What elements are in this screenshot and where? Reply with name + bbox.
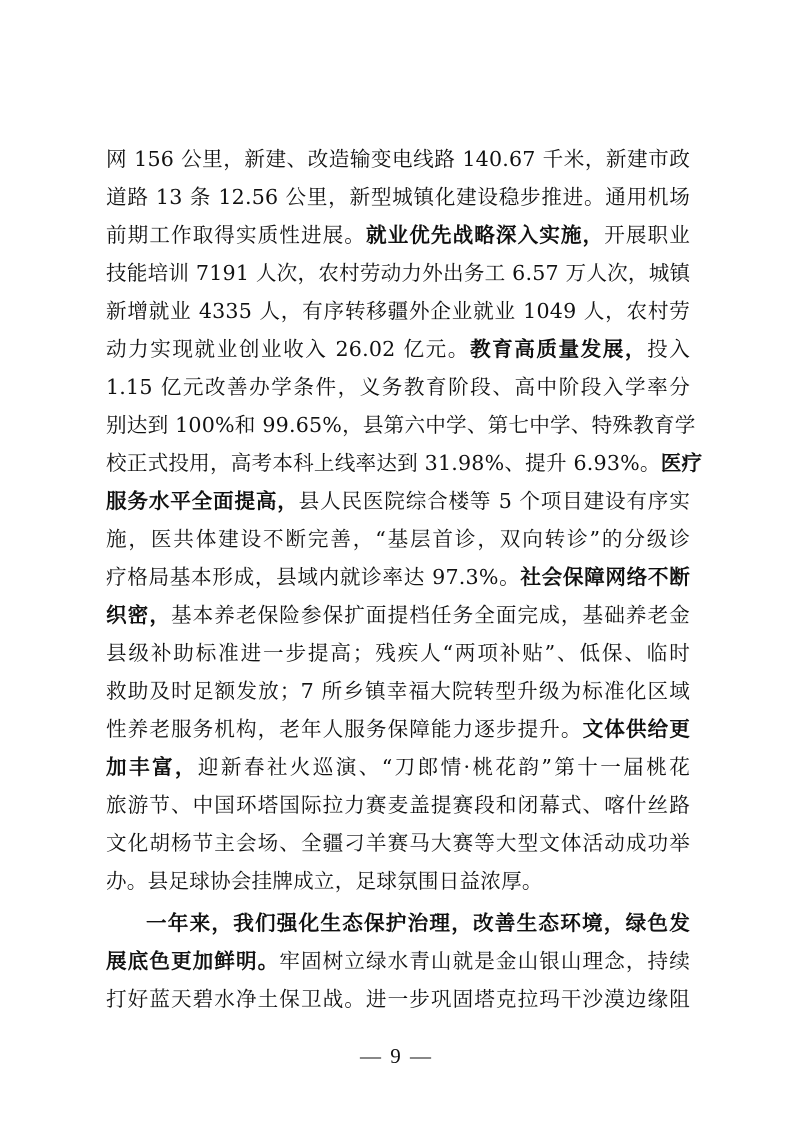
bold-heading-medical: 医疗: [660, 451, 703, 475]
text-run: 新增就业 4335 人，有序转移疆外企业就业 1049 人，农村劳: [106, 299, 690, 323]
text-run: 开展职业: [604, 223, 690, 247]
text-line-6: [106, 330, 690, 368]
text-line-20: [106, 862, 690, 900]
text-run: 校正式投用，高考本科上线率达到 31.98%、提升 6.93%。: [106, 451, 661, 475]
text-line-10: [106, 482, 690, 520]
text-line-21: [146, 904, 690, 942]
text-run: 救助及时足额发放；7 所乡镇幸福大院转型升级为标准化区域: [106, 679, 690, 703]
text-line-2: [106, 178, 690, 216]
text-run: 疗格局基本形成，县域内就诊率达 97.3%。: [106, 565, 521, 589]
text-line-1: [106, 140, 690, 178]
text-run: 前期工作取得实质性进展。: [106, 223, 366, 247]
text-line-3: [106, 216, 690, 254]
text-run: 1.15 亿元改善办学条件，义务教育阶段、高中阶段入学率分: [106, 375, 690, 399]
text-run: 投入: [647, 337, 691, 361]
text-run: 牢固树立绿水青山就是金山银山理念，持续: [279, 949, 690, 973]
text-run: 施，医共体建设不断完善，“基层首诊，双向转诊”的分级诊: [106, 527, 690, 551]
text-run: 办。县足球协会挂牌成立，足球氛围日益浓厚。: [106, 869, 543, 893]
text-line-23: [106, 980, 690, 1018]
bold-heading-culture-cont: 加丰富，: [106, 755, 198, 779]
bold-heading-social-security: 社会保障网络不断: [520, 565, 690, 589]
text-line-8: [106, 406, 696, 444]
text-run: 技能培训 7191 人次，农村劳动力外出务工 6.57 万人次，城镇: [106, 261, 691, 285]
text-line-19: [106, 824, 690, 862]
bold-paragraph-lead: 一年来，我们强化生态保护治理，改善生态环境，绿色发: [146, 911, 690, 935]
text-run: 打好蓝天碧水净土保卫战。进一步巩固塔克拉玛干沙漠边缘阻: [106, 987, 690, 1011]
text-run: 别达到 100%和 99.65%，县第六中学、第七中学、特殊教育学: [106, 413, 696, 437]
text-line-5: [106, 292, 690, 330]
text-line-9: [106, 444, 703, 482]
text-run: 旅游节、中国环塔国际拉力赛麦盖提赛段和闭幕式、喀什丝路: [106, 793, 690, 817]
text-line-4: [106, 254, 690, 292]
bold-heading-education: 教育高质量发展，: [469, 337, 648, 361]
bold-paragraph-lead-cont: 展底色更加鲜明。: [106, 949, 280, 973]
text-line-18: [106, 786, 690, 824]
bold-heading-social-security-cont: 织密，: [106, 603, 171, 627]
text-run: 动力实现就业创业收入 26.02 亿元。: [106, 337, 470, 361]
text-line-16: [106, 710, 690, 748]
text-line-7: [106, 368, 690, 406]
text-run: 性养老服务机构，老年人服务保障能力逐步提升。: [106, 717, 583, 741]
text-line-14: [106, 634, 690, 672]
text-run: 文化胡杨节主会场、全疆刁羊赛马大赛等大型文体活动成功举: [106, 831, 690, 855]
text-run: 迎新春社火巡演、“刀郎情·桃花韵”第十一届桃花: [197, 755, 690, 779]
bold-heading-employment: 就业优先战略深入实施，: [365, 223, 605, 247]
text-run: 道路 13 条 12.56 公里，新型城镇化建设稳步推进。通用机场: [106, 185, 690, 209]
text-line-15: [106, 672, 690, 710]
text-run: 县人民医院综合楼等 5 个项目建设有序实: [298, 489, 690, 513]
text-line-13: [106, 596, 690, 634]
text-run: 基本养老保险参保扩面提档任务全面完成，基础养老金: [170, 603, 690, 627]
text-line-12: [106, 558, 690, 596]
text-run: 县级补助标准进一步提高；残疾人“两项补贴”、低保、临时: [106, 641, 690, 665]
text-line-17: [106, 748, 690, 786]
page-number: — 9 —: [360, 1044, 433, 1068]
bold-heading-medical-cont: 服务水平全面提高，: [106, 489, 299, 513]
bold-heading-culture: 文体供给更: [582, 717, 691, 741]
text-run: 网 156 公里，新建、改造输变电线路 140.67 千米，新建市政: [106, 147, 690, 171]
text-line-22: [106, 942, 690, 980]
text-line-11: [106, 520, 690, 558]
